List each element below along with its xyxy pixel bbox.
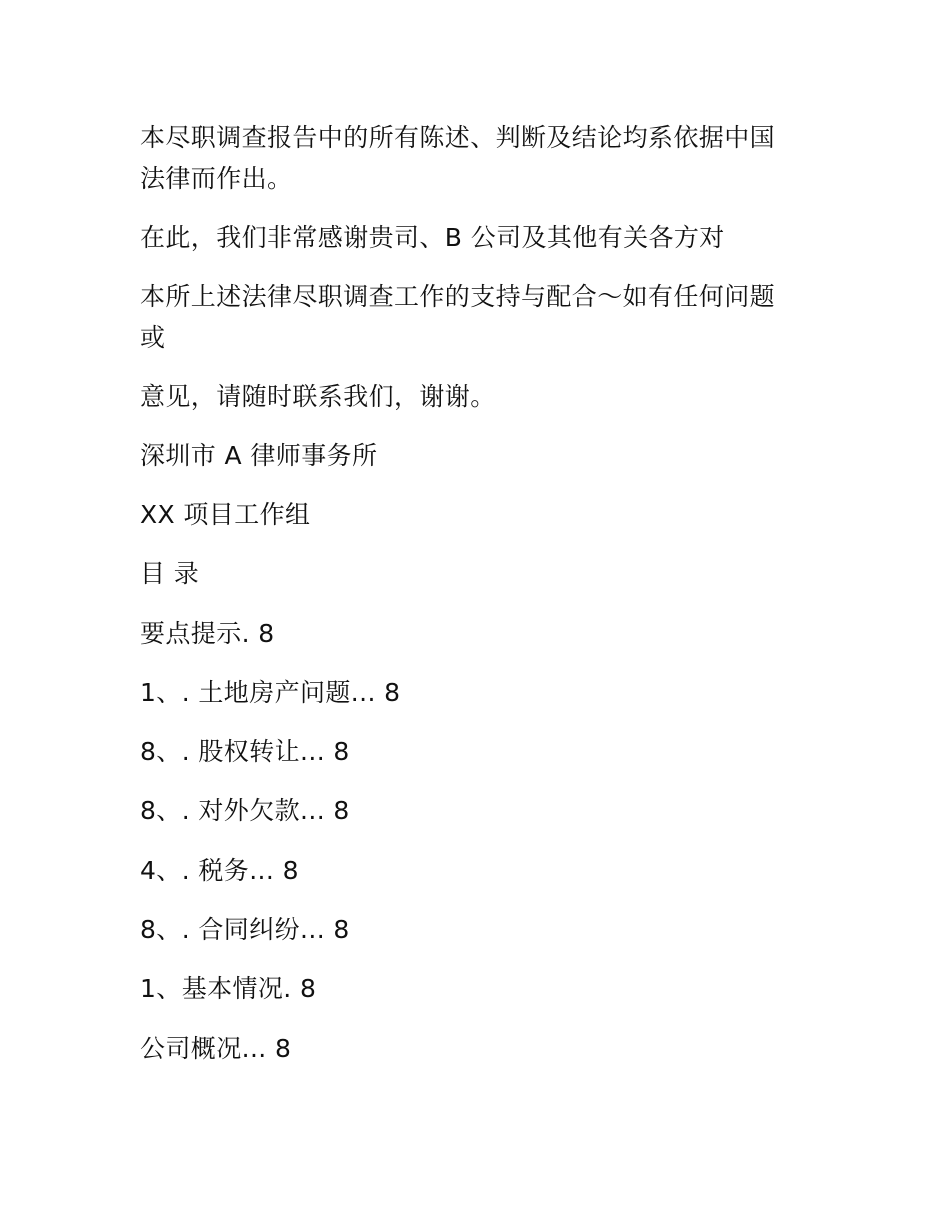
toc-entry: 1、基本情况. 8 xyxy=(140,974,317,1003)
toc-heading: 目 录 xyxy=(140,559,200,588)
toc-entry: 4、. 税务... 8 xyxy=(140,856,299,885)
toc-entry: 8、. 对外欠款... 8 xyxy=(140,796,350,825)
toc-entry: 8、. 股权转让... 8 xyxy=(140,737,350,766)
thanks-paragraph-line-3: 意见，请随时联系我们，谢谢。 xyxy=(140,382,496,411)
thanks-paragraph-line-1: 在此，我们非常感谢贵司、B 公司及其他有关各方对 xyxy=(140,223,725,252)
toc-entry: 1、. 土地房产问题... 8 xyxy=(140,678,401,707)
toc-entry: 公司概况... 8 xyxy=(140,1034,292,1063)
toc-entry: 要点提示. 8 xyxy=(140,619,275,648)
toc-entry: 8、. 合同纠纷... 8 xyxy=(140,915,350,944)
thanks-paragraph-line-2: 本所上述法律尽职调查工作的支持与配合～如有任何问题或 xyxy=(140,282,776,352)
law-firm-name: 深圳市 A 律师事务所 xyxy=(140,441,378,470)
statement-paragraph: 本尽职调查报告中的所有陈述、判断及结论均系依据中国法律而作出。 xyxy=(140,123,776,193)
project-team-name: XX 项目工作组 xyxy=(140,500,311,529)
